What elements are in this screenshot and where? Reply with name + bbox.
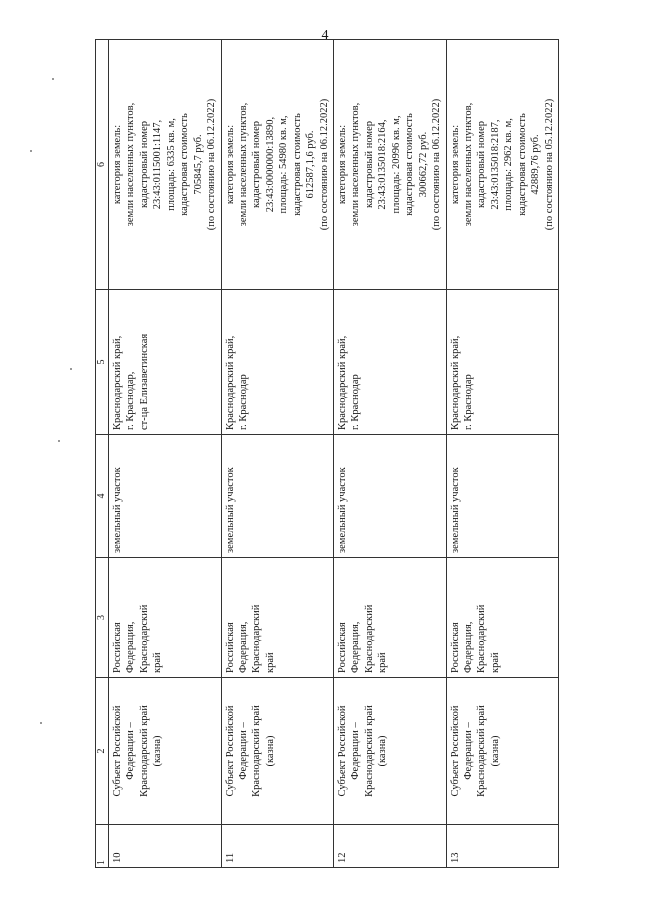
- header-row: [96, 40, 109, 868]
- cell-object-type: земельный участок: [446, 435, 559, 558]
- cell-address-line: г. Краснодар: [350, 374, 362, 430]
- cell-description-line: земли населенных пунктов,: [125, 102, 137, 227]
- cell-description-line: 23:43:0115001:1147,: [152, 119, 164, 210]
- cell-description-line: земли населенных пунктов,: [350, 102, 362, 227]
- cell-description-line: 42889,76 руб.: [530, 134, 542, 195]
- cell-federation-line: Федерация,: [350, 621, 362, 673]
- cell-description: [334, 40, 447, 290]
- cell-object-type: земельный участок: [221, 435, 334, 558]
- cell-owner-line: Краснодарский край: [363, 705, 375, 797]
- header-cell-6: 6: [96, 40, 109, 290]
- cell-owner-line: Федерации –: [237, 722, 249, 780]
- cell-owner-line: Субъект Российской: [337, 705, 348, 797]
- cell-owner-line: Субъект Российской: [449, 705, 461, 797]
- cell-address: [109, 290, 222, 435]
- cell-description-line: кадастровая стоимость: [516, 113, 528, 216]
- cell-address: [334, 290, 447, 435]
- cell-federation: [334, 558, 447, 678]
- cell-description-line: площадь: 2962 кв. м,: [503, 118, 515, 211]
- cell-description-line: (по состоянию на 06.12.2022): [431, 98, 443, 231]
- cell-federation-line: край: [264, 652, 276, 673]
- cell-owner-line: Субъект Российской: [224, 705, 236, 797]
- cell-description-line: 23:43:0135018:2164,: [377, 119, 389, 210]
- cell-owner-line: (казна): [152, 735, 164, 767]
- cell-address-line: Краснодарский край,: [112, 335, 123, 430]
- cell-owner-line: Субъект Российской: [112, 705, 123, 797]
- cell-description: [221, 40, 334, 290]
- cell-federation-line: край: [377, 652, 389, 673]
- cell-owner-line: (казна): [377, 735, 389, 767]
- cell-address: [221, 290, 334, 435]
- cell-description-line: земли населенных пунктов,: [237, 102, 249, 227]
- cell-federation: [221, 558, 334, 678]
- cell-description-line: (по состоянию на 06.12.2022): [206, 98, 218, 231]
- cell-owner-line: Краснодарский край: [138, 705, 150, 797]
- cell-number: 13: [446, 825, 559, 868]
- cell-number: 10: [109, 825, 222, 868]
- cell-address: [446, 290, 559, 435]
- cell-address-line: ст-ца Елизаветинская: [138, 333, 150, 430]
- cell-address-line: г. Краснодар,: [125, 371, 137, 430]
- cell-federation-line: Федерация,: [462, 621, 474, 673]
- cell-description-line: 23:43:0000000:13890,: [264, 116, 276, 213]
- cell-description-line: 300662,72 руб.: [417, 131, 429, 198]
- cell-description-line: 705845,7 руб.: [192, 134, 204, 195]
- cell-description-line: кадастровый номер: [138, 121, 150, 208]
- cell-owner-line: Краснодарский край: [251, 705, 263, 797]
- cell-description-line: площадь: 6335 кв. м,: [165, 118, 177, 211]
- cell-owner-line: Краснодарский край: [476, 705, 488, 797]
- cell-federation-line: Федерация,: [125, 621, 137, 673]
- cell-federation-line: Краснодарский: [363, 604, 375, 673]
- cell-owner-line: Федерации –: [125, 722, 137, 780]
- cell-owner-line: (казна): [264, 735, 276, 767]
- cell-federation-line: Российская: [449, 622, 461, 673]
- cell-description-line: категория земель:: [337, 124, 348, 205]
- cell-address-line: Краснодарский край,: [449, 335, 461, 430]
- header-cell-2: 2: [96, 678, 109, 825]
- cell-number: 11: [221, 825, 334, 868]
- cell-number: 12: [334, 825, 447, 868]
- cell-description-line: категория земель:: [112, 124, 123, 205]
- scan-speck: [58, 440, 60, 442]
- scan-speck: [40, 722, 42, 724]
- cell-description-line: кадастровая стоимость: [404, 113, 416, 216]
- table-body: [109, 40, 559, 868]
- cell-description-line: кадастровая стоимость: [179, 113, 191, 216]
- cell-description: [446, 40, 559, 290]
- cell-object-type: земельный участок: [334, 435, 447, 558]
- cell-owner: [334, 678, 447, 825]
- rotated-table-container: [95, 48, 555, 868]
- cell-description-line: кадастровый номер: [476, 121, 488, 208]
- cell-federation-line: Краснодарский: [138, 604, 150, 673]
- cell-owner: [221, 678, 334, 825]
- cell-description-line: кадастровый номер: [251, 121, 263, 208]
- scan-speck: [70, 368, 72, 370]
- cell-address-line: г. Краснодар: [462, 374, 474, 430]
- header-cell-1: 1: [96, 825, 109, 868]
- property-table: [95, 39, 559, 868]
- cell-federation-line: Краснодарский: [476, 604, 488, 673]
- cell-description-line: земли населенных пунктов,: [462, 102, 474, 227]
- scan-speck: [52, 78, 54, 80]
- cell-federation-line: Российская: [112, 622, 123, 673]
- cell-description-line: площадь: 20996 кв. м,: [390, 115, 402, 214]
- header-cell-3: 3: [96, 558, 109, 678]
- cell-description-line: площадь: 54980 кв. м,: [278, 115, 290, 214]
- cell-federation-line: Краснодарский: [251, 604, 263, 673]
- cell-object-type: земельный участок: [109, 435, 222, 558]
- table-row: [221, 40, 334, 868]
- cell-description-line: кадастровая стоимость: [291, 113, 303, 216]
- header-cell-5: 5: [96, 290, 109, 435]
- cell-description-line: 612587,1,6 руб.: [305, 130, 317, 199]
- table-viewport: [95, 48, 555, 868]
- scan-speck: [30, 150, 32, 152]
- cell-address-line: Краснодарский край,: [337, 335, 348, 430]
- cell-owner: [446, 678, 559, 825]
- cell-federation-line: Российская: [337, 622, 348, 673]
- table-row: [334, 40, 447, 868]
- cell-description-line: категория земель:: [449, 124, 461, 205]
- cell-description-line: 23:43:0135018:2187,: [489, 119, 501, 210]
- cell-federation-line: Российская: [224, 622, 236, 673]
- cell-federation: [446, 558, 559, 678]
- cell-address-line: г. Краснодар: [237, 374, 249, 430]
- cell-description-line: кадастровый номер: [363, 121, 375, 208]
- page-number: 4: [321, 28, 329, 43]
- cell-federation-line: Федерация,: [237, 621, 249, 673]
- cell-address-line: Краснодарский край,: [224, 335, 236, 430]
- cell-description-line: категория земель:: [224, 124, 236, 205]
- cell-owner-line: (казна): [489, 735, 501, 767]
- cell-description: [109, 40, 222, 290]
- cell-federation-line: край: [152, 652, 164, 673]
- cell-owner-line: Федерации –: [462, 722, 474, 780]
- table-row: [109, 40, 222, 868]
- cell-federation: [109, 558, 222, 678]
- cell-federation-line: край: [489, 652, 501, 673]
- table-row: [446, 40, 559, 868]
- header-cell-4: 4: [96, 435, 109, 558]
- cell-description-line: (по состоянию на 05.12.2022): [543, 98, 555, 231]
- cell-owner-line: Федерации –: [350, 722, 362, 780]
- cell-description-line: (по состоянию на 06.12.2022): [318, 98, 330, 231]
- cell-owner: [109, 678, 222, 825]
